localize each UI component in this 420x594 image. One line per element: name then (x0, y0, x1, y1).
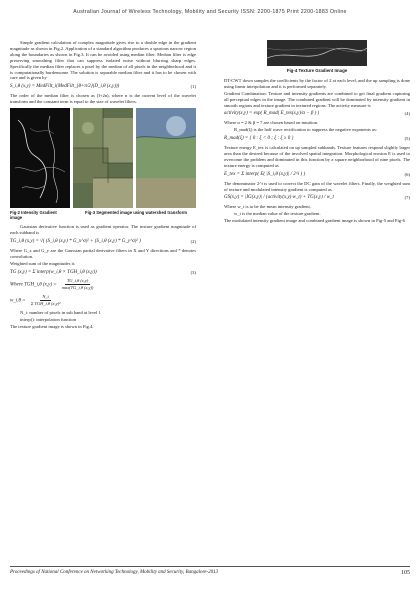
journal-header: Australian Journal of Wireless Technology, Mobility and Security ISSN: 2200-1875 Print 2200-1883 Online (73, 9, 347, 15)
figure-segmented-watershed (73, 108, 133, 208)
conference-name: Proceedings of National Conference on Networking Technology, Mobility and Security, Bangalore-2013 (10, 570, 219, 575)
caption-fig4: Fig-4 Texture Gradient Image (286, 68, 348, 73)
equation-body: E_tex = Σ interp( E( |S_i,θ (x,y)| / 2^i ) ) (224, 171, 306, 177)
paragraph: The texture gradient image is shown in Fig.4. (10, 323, 94, 329)
equation-number: (7) (404, 195, 410, 201)
figure-captions (10, 210, 196, 220)
equation-number: (5) (404, 136, 410, 142)
equation-3 (10, 270, 196, 276)
paragraph: Gaussian derivative function is used as gradient operator. The texture gradient magnitude of each subband is (10, 224, 196, 235)
figure-row (10, 108, 196, 208)
paragraph: The denominator 2^i is used to correct the DC gain of the wavelet filters. Finally, the weighted sum of texture and modulated intensity gradient is computed as (224, 180, 410, 192)
figure-texture-gradient (267, 40, 367, 66)
right-column (224, 40, 410, 225)
equation-number: (6) (404, 171, 410, 177)
paragraph: Weighted sum of the magnitudes is (10, 260, 75, 266)
paragraph: Where G_x and G_y are the Gaussian partial derivative filters in X and Y directions and * denotes convolution. (10, 247, 196, 259)
denominator: Σ TGH_i,θ (x,y)² (30, 301, 61, 307)
paragraph: Where w_t is to be the mean intensity gradient, (224, 204, 311, 210)
page-number: 105 (401, 570, 410, 576)
equation-3c (10, 294, 196, 307)
paragraph: interp(): interpolation function (20, 316, 77, 322)
equation-body: TG_i,θ (x,y) = √( (S_i,θ (x,y) * G_x^σ)² + (S_i,θ (x,y) * G_y^σ)² ) (10, 238, 141, 244)
equation-number: (3) (190, 269, 196, 275)
figure-intensity-gradient (10, 108, 70, 208)
numerator: N_i (42, 294, 49, 300)
paragraph: Gradient Combination: Texture and intensity gradients are combined to get final gradient capturing all perceptual edges in the image. The combined gradient will be dominated by intensity gradient in smooth regions and texture gradient in textured regions. The activity measure is (224, 90, 410, 108)
paragraph: w_t is the median value of the texture gradient. (234, 211, 321, 217)
equation-number: (1) (190, 84, 196, 90)
equation-body: TG (x,y) = Σ interp(w_i,θ × TGH_i,θ (x,y)) (10, 269, 97, 275)
equation-body: activity(x,y) = exp( R_mad( E_tex(x,y)/α − β ) ) (224, 111, 320, 117)
paragraph: DT-CWT down samples the coefficients by the factor of 2 at each level, and the up sampling is done using linear interpolation and it is performed separately. (224, 77, 410, 89)
denominator: max(TG_i,θ (x,y)) (61, 285, 94, 291)
equation-2 (10, 239, 196, 245)
numerator: TG_i,θ (x,y) (66, 278, 89, 284)
equation-number: (2) (190, 238, 196, 244)
paragraph: N_i: number of pixels in sub band at level 1 (20, 310, 101, 316)
equation-body: GS(x,y) = |IG(x,y)| / (activity(x,y)·w_t) + TG(x,y) / w_t (224, 195, 334, 201)
equation-6 (224, 172, 410, 178)
fraction (60, 278, 96, 291)
paragraph: The modulated intensity gradient image and combined gradient image is shown in Fig-5 and Fig-6 (224, 218, 405, 224)
equation-7 (224, 195, 410, 201)
equation-body: S_i,θ (x,y) = MedFilt_i(MedFilt_{θ+π/2}(D_i,θ (x,y))) (10, 84, 120, 90)
equation-1 (10, 84, 196, 90)
equation-lhs: w_i,θ = (10, 298, 26, 304)
left-column (10, 40, 196, 331)
equation-3b (10, 278, 196, 291)
paragraph: Texture energy E_tex is calculated on up sampled subbands. Texture features respond slightly larger area than the desired because of the involved spatial integration. Morphological erosion E is used to overcome the problem and dominated in this function by a square neighborhood of nine pixels. The texture energy is computed as (224, 145, 410, 168)
caption-fig2: Fig-2 Intensity Gradient image (10, 210, 57, 221)
equation-lhs: Where TGH_i,θ (x,y) = (10, 282, 57, 288)
equation-number: (4) (404, 111, 410, 117)
page-footer (10, 566, 410, 576)
paragraph: Simple gradient calculation of complex magnitude gives rise to a double edge in the gradient magnitude as shown in Fig.2. Application of a standard algorithm produces a spurious narrow region along the boundaries as shown in Fig.3. It can be avoided using median filter. Median filter is edge preserving smoothing filter that can suppress isolated noise without blurring sharp edges. Specifically the median filter replaces a pixel by the median of all pixels in the neighborhood and it is computationally burdensome. The solution is separable median filter and it has to be chosen with care and is given by (10, 40, 196, 81)
figure-color-image (136, 108, 196, 208)
fraction (29, 294, 63, 307)
equation-4 (224, 111, 410, 117)
paragraph: The order of the median filter is chosen as (I+2n), where n is the current level of the wavelet transform and the constant term is equal to the size of wavelet filters. (10, 93, 196, 105)
paragraph: Where α = 2 & β = 7 are chosen based on intuition. (224, 120, 319, 126)
paragraph: R_mad(ξ) is the half wave rectification to suppress the negative exponents as: (234, 127, 378, 133)
equation-body: R_mad(ξ) = { 0 : ξ < 0 ; ξ : ξ ≥ 0 } (224, 136, 294, 142)
caption-fig3: Fig-3 Segmented image using watershed transform (85, 210, 187, 216)
equation-5 (224, 136, 410, 142)
